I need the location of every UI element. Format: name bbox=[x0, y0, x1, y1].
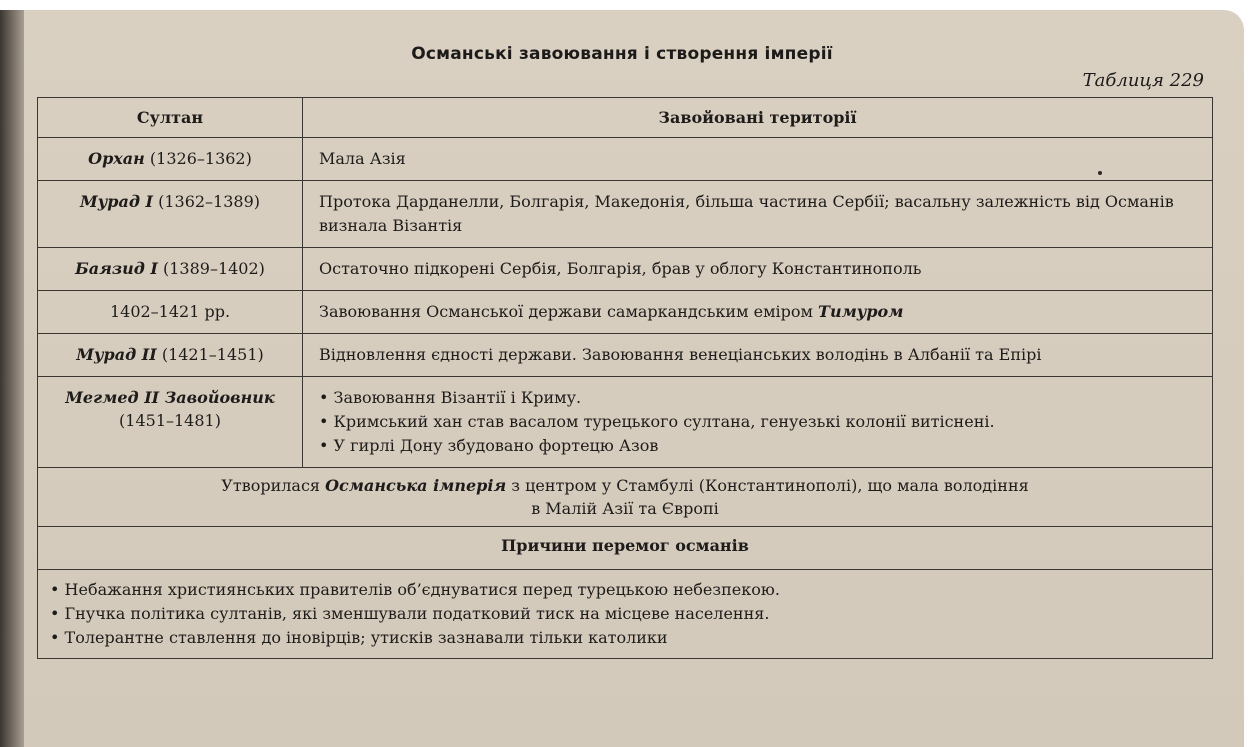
sultan-years: (1451–1481) bbox=[119, 411, 221, 430]
summary-text: з центром у Стамбулі (Константинополі), що мала володіння bbox=[506, 476, 1029, 495]
list-item: • Толерантне ставлення до іновірців; утисків зазнавали тільки католики bbox=[50, 626, 1202, 650]
header-territories: Завойовані території bbox=[303, 98, 1213, 138]
sultan-cell bbox=[38, 248, 303, 291]
table-row bbox=[38, 377, 1213, 468]
sultan-years: (1362–1389) bbox=[153, 192, 261, 211]
sultan-name: Мурад I bbox=[79, 192, 153, 211]
territories-cell bbox=[303, 291, 1213, 334]
territories-cell: Відновлення єдності держави. Завоювання венеціанських володінь в Албанії та Епірі bbox=[303, 334, 1213, 377]
header-sultan: Султан bbox=[38, 98, 303, 138]
territories-cell bbox=[303, 377, 1213, 468]
summary-row bbox=[38, 468, 1213, 527]
territories-cell: Протока Дарданелли, Болгарія, Македонія, більша частина Сербії; васальну залежність від Османів визнала Візантія bbox=[303, 181, 1213, 248]
period-cell: 1402–1421 рр. bbox=[38, 291, 303, 334]
ottoman-empire-term: Османська імперія bbox=[325, 476, 507, 495]
sultan-cell bbox=[38, 181, 303, 248]
sultan-cell bbox=[38, 138, 303, 181]
summary-text: Утворилася bbox=[221, 476, 326, 495]
table-row bbox=[38, 291, 1213, 334]
list-item: • У гирлі Дону збудовано фортецю Азов bbox=[319, 434, 1196, 458]
sultan-years: (1389–1402) bbox=[157, 259, 265, 278]
causes-row bbox=[38, 570, 1213, 659]
conquests-table bbox=[37, 97, 1213, 659]
sultan-cell bbox=[38, 377, 303, 468]
table-row bbox=[38, 138, 1213, 181]
territories-list bbox=[319, 386, 1196, 458]
table-row bbox=[38, 248, 1213, 291]
timur-name: Тимуром bbox=[818, 302, 904, 321]
sultan-years: (1326–1362) bbox=[144, 149, 252, 168]
causes-title: Причини перемог османів bbox=[38, 527, 1213, 570]
sultan-cell bbox=[38, 334, 303, 377]
territories-text: Завоювання Османської держави самаркандським еміром bbox=[319, 302, 819, 321]
sultan-name: Мегмед II Завойовник bbox=[65, 388, 275, 407]
table-number: Таблиця 229 bbox=[1082, 70, 1204, 91]
sultan-years: (1421–1451) bbox=[156, 345, 264, 364]
sultan-name: Баязид I bbox=[75, 259, 158, 278]
sultan-name: Орхан bbox=[88, 149, 145, 168]
list-item: • Небажання християнських правителів об’єднуватися перед турецькою небезпекою. bbox=[50, 578, 1202, 602]
summary-line-2: в Малій Азії та Європі bbox=[531, 499, 719, 518]
page-title: Османські завоювання і створення імперії bbox=[411, 44, 833, 64]
causes-cell bbox=[38, 570, 1213, 659]
sultan-name: Мурад II bbox=[76, 345, 157, 364]
list-item: • Кримський хан став васалом турецького султана, генуезькі колонії витіснені. bbox=[319, 410, 1196, 434]
list-item: • Завоювання Візантії і Криму. bbox=[319, 386, 1196, 410]
territories-cell: Остаточно підкорені Сербія, Болгарія, брав у облогу Константинополь bbox=[303, 248, 1213, 291]
causes-list bbox=[50, 578, 1202, 650]
book-spine bbox=[0, 10, 24, 747]
causes-header-row bbox=[38, 527, 1213, 570]
table-row bbox=[38, 181, 1213, 248]
table-header-row bbox=[38, 98, 1213, 138]
table-row bbox=[38, 334, 1213, 377]
list-item: • Гнучка політика султанів, які зменшували податковий тиск на місцеве населення. bbox=[50, 602, 1202, 626]
territories-cell: Мала Азія bbox=[303, 138, 1213, 181]
summary-line-1 bbox=[54, 474, 1196, 497]
summary-cell bbox=[38, 468, 1213, 527]
